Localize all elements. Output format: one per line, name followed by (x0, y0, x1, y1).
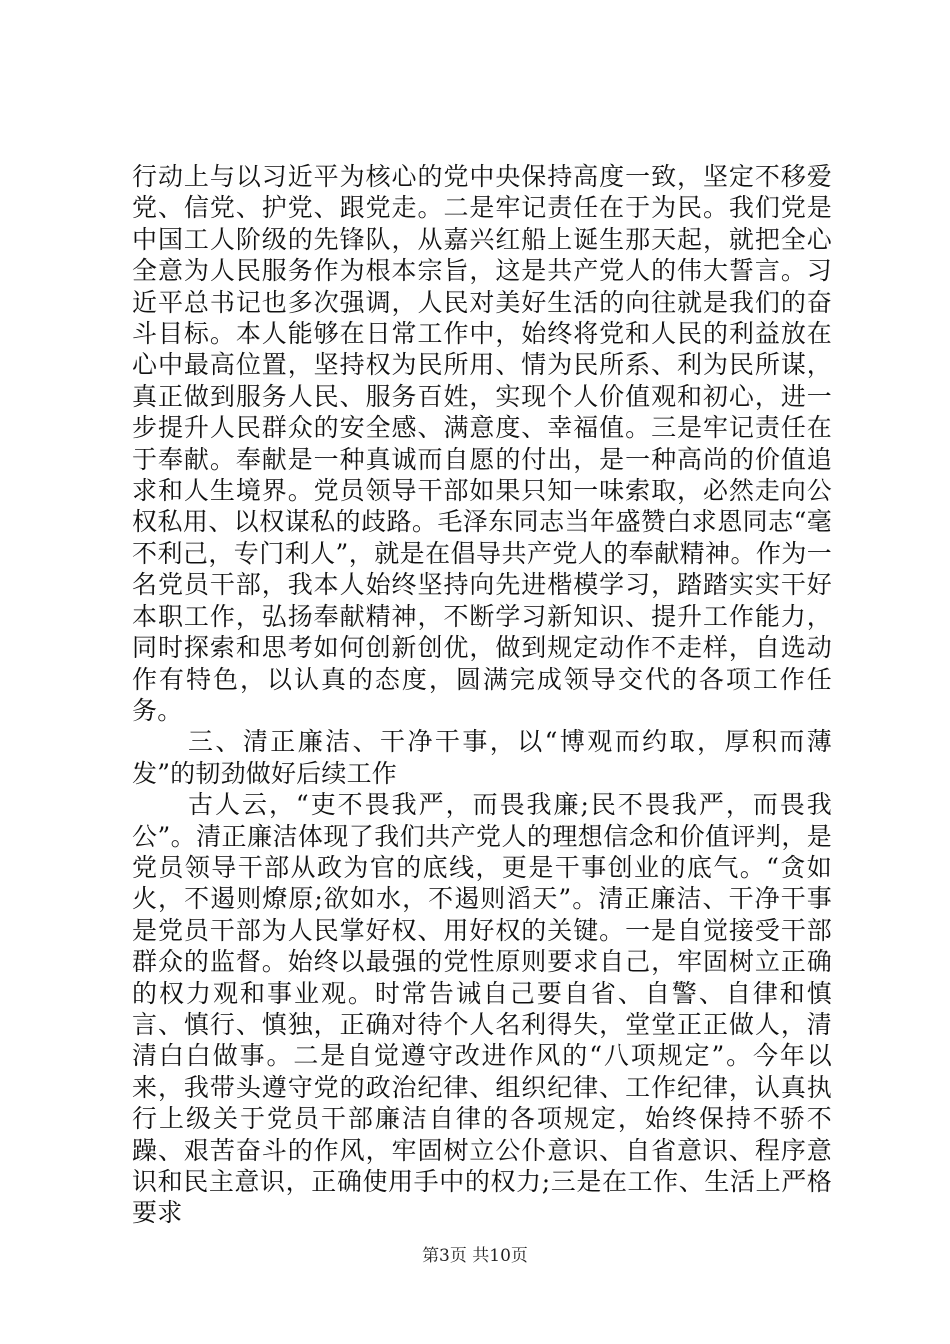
paragraph-integrity: 古人云，“吏不畏我严，而畏我廉;民不畏我严，而畏我公”。清正廉洁体现了我们共产党人的理想信念和价值评判，是党员领导干部从政为官的底线，更是干事创业的底气。“贪如火，不遏则燎原;欲如水，不遏则滔天”。清正廉洁、干净干事是党员干部为人民掌好权、用好权的关键。一是自觉接受干部群众的监督。始终以最强的党性原则要求自己，牢固树立正确的权力观和事业观。时常告诫自己要自省、自警、自律和慎言、慎行、慎独，正确对待个人名利得失，堂堂正正做人，清清白白做事。二是自觉遵守改进作风的“八项规定”。今年以来，我带头遵守党的政治纪律、组织纪律、工作纪律，认真执行上级关于党员干部廉洁自律的各项规定，始终保持不骄不躁、艰苦奋斗的作风，牢固树立公仆意识、自省意识、程序意识和民主意识，正确使用手中的权力;三是在工作、生活上严格要求 (132, 790, 832, 1228)
section-heading: 三、清正廉洁、干净干事，以“博观而约取，厚积而薄发”的韧劲做好后续工作 (132, 727, 832, 788)
page-footer: 第3页 共10页 (422, 1246, 528, 1266)
paragraph-continuation: 行动上与以习近平为核心的党中央保持高度一致，坚定不移爱党、信党、护党、跟党走。二是牢记责任在于为民。我们党是中国工人阶级的先锋队，从嘉兴红船上诞生那天起，就把全心全意为人民服务作为根本宗旨，这是共产党人的伟大誓言。习近平总书记也多次强调，人民对美好生活的向往就是我们的奋斗目标。本人能够在日常工作中，始终将党和人民的利益放在心中最高位置，坚持权为民所用、情为民所系、利为民所谋，真正做到服务人民、服务百姓，实现个人价值观和初心，进一步提升人民群众的安全感、满意度、幸福值。三是牢记责任在于奉献。奉献是一种真诚而自愿的付出，是一种高尚的价值追求和人生境界。党员领导干部如果只知一味索取，必然走向公权私用、以权谋私的歧路。毛泽东同志当年盛赞白求恩同志“毫不利己，专门利人”，就是在倡导共产党人的奉献精神。作为一名党员干部，我本人始终坚持向先进楷模学习，踏踏实实干好本职工作，弘扬奉献精神，不断学习新知识、提升工作能力，同时探索和思考如何创新创优，做到规定动作不走样，自选动作有特色，以认真的态度，圆满完成领导交代的各项工作任务。 (132, 162, 832, 725)
document-body (132, 161, 832, 1229)
